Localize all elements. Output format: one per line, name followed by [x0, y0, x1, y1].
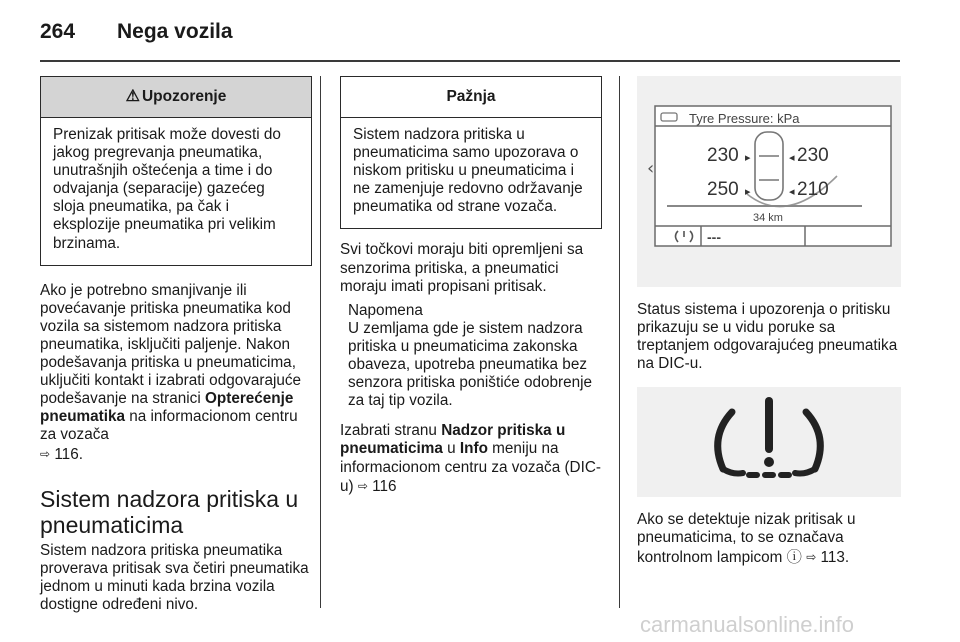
tpms-lamp-icon: [637, 387, 901, 497]
notice-box: [340, 76, 602, 229]
note-text: U zemljama gde je sistem nadzora pritiska u pneumaticima zakonska obaveza, upotreba pneumatika bez senzora pritiska poništiće odobrenje za taj tip vozila.: [348, 319, 593, 410]
column-3: [637, 76, 902, 567]
column-divider: [619, 76, 620, 608]
tyre-pressure-display-image: [637, 76, 901, 287]
notice-title: Pažnja: [341, 77, 601, 118]
warning-box: [40, 76, 312, 266]
bold-term: Opterećenje pneumatika: [40, 390, 294, 426]
note-title: Napomena: [348, 301, 423, 319]
column-1: [40, 76, 312, 614]
paragraph: Ako je potrebno smanjivanje ili povećavanje pritiska pneumatika kod vozila sa sistemom nadzora pritiska pneumatika, isključiti paljenje. Nakon podešavanja pritiska u pneumaticima, uključiti kontakt i izabrati odgovarajuće podešavanje na stranici Opterećenje pneumatika na informacionom centru za vozača ⇨ 116.: [40, 281, 302, 463]
front-right-pressure: 230: [797, 145, 829, 166]
column-divider: [320, 76, 321, 608]
warning-triangle-icon: ⚠: [125, 87, 140, 105]
rear-right-pressure: 210: [797, 179, 829, 200]
bold-term: Info: [459, 440, 488, 458]
section-title: Sistem nadzora pritiska u pneumaticima: [40, 485, 299, 538]
page-number: 264: [40, 20, 76, 43]
column-2: [340, 76, 602, 496]
rear-left-pressure: 250: [707, 179, 739, 200]
notice-text: Sistem nadzora pritiska u pneumaticima samo upozorava o niskom pritisku u pneumaticima i ne zamenjuje redovno održavanje pneumatika od strane vozača.: [353, 126, 583, 216]
warning-header: [41, 77, 311, 118]
distance: 34 km: [753, 212, 783, 224]
warning-text: Prenizak pritisak može dovesti do jakog pregrevanja pneumatika, unutrašnjih oštećenja a time i do odvajanja (separacije) gazećeg sloja pneumatika, pa čak i eksplozije pneumatika pri velikim brzinama.: [53, 126, 281, 252]
paragraph: Izabrati stranu Nadzor pritiska u pneumaticima u Info meniju na informacionom centru za vozača (DIC-u) ⇨ 116: [340, 422, 601, 495]
page-ref-icon: ⇨: [806, 549, 817, 564]
tpms-lamp-image: [637, 387, 901, 497]
arrow-right-icon: ▸: [745, 186, 751, 198]
watermark: carmanualsonline.info: [640, 612, 855, 637]
bold-term: Nadzor pritiska u pneumaticima: [340, 422, 566, 458]
header-rule: [40, 60, 900, 62]
page-ref[interactable]: 116: [372, 477, 397, 495]
dic-display: [637, 76, 901, 287]
chevron-left-icon: ‹: [647, 158, 655, 179]
front-left-pressure: 230: [707, 145, 739, 166]
page-ref[interactable]: 116.: [54, 445, 83, 463]
paragraph: Svi točkovi moraju biti opremljeni sa senzorima pritiska, a pneumatici moraju imati propisani pritisak.: [340, 241, 584, 295]
note-block: [340, 302, 602, 411]
page-ref[interactable]: 113.: [820, 548, 850, 566]
tpms-status: ---: [707, 229, 721, 245]
arrow-right-icon: ▸: [745, 152, 751, 164]
warning-title: Upozorenje: [141, 87, 227, 105]
page-header: [0, 0, 960, 64]
paragraph: Ako se detektuje nizak pritisak u pneumaticima, to se označava kontrolnom lampicom ⓘ ⇨ 113.: [637, 511, 856, 566]
arrow-left-icon: ◂: [789, 152, 795, 164]
page-ref-icon: ⇨: [40, 446, 51, 461]
tpms-lamp-icon: ⓘ: [786, 548, 802, 566]
paragraph: Status sistema i upozorenja o pritisku prikazuju se u vidu poruke sa treptanjem odgovarajućeg pneumatika na DIC-u.: [637, 301, 898, 373]
page-title: Nega vozila: [117, 20, 233, 43]
display-title: Tyre Pressure: kPa: [689, 111, 800, 126]
paragraph: Sistem nadzora pritiska pneumatika proverava pritisak sva četiri pneumatika jednom u minuti kada brzina vozila dostigne određeni nivo.: [40, 541, 309, 613]
arrow-left-icon: ◂: [789, 186, 795, 198]
page-ref-icon: ⇨: [357, 478, 368, 493]
